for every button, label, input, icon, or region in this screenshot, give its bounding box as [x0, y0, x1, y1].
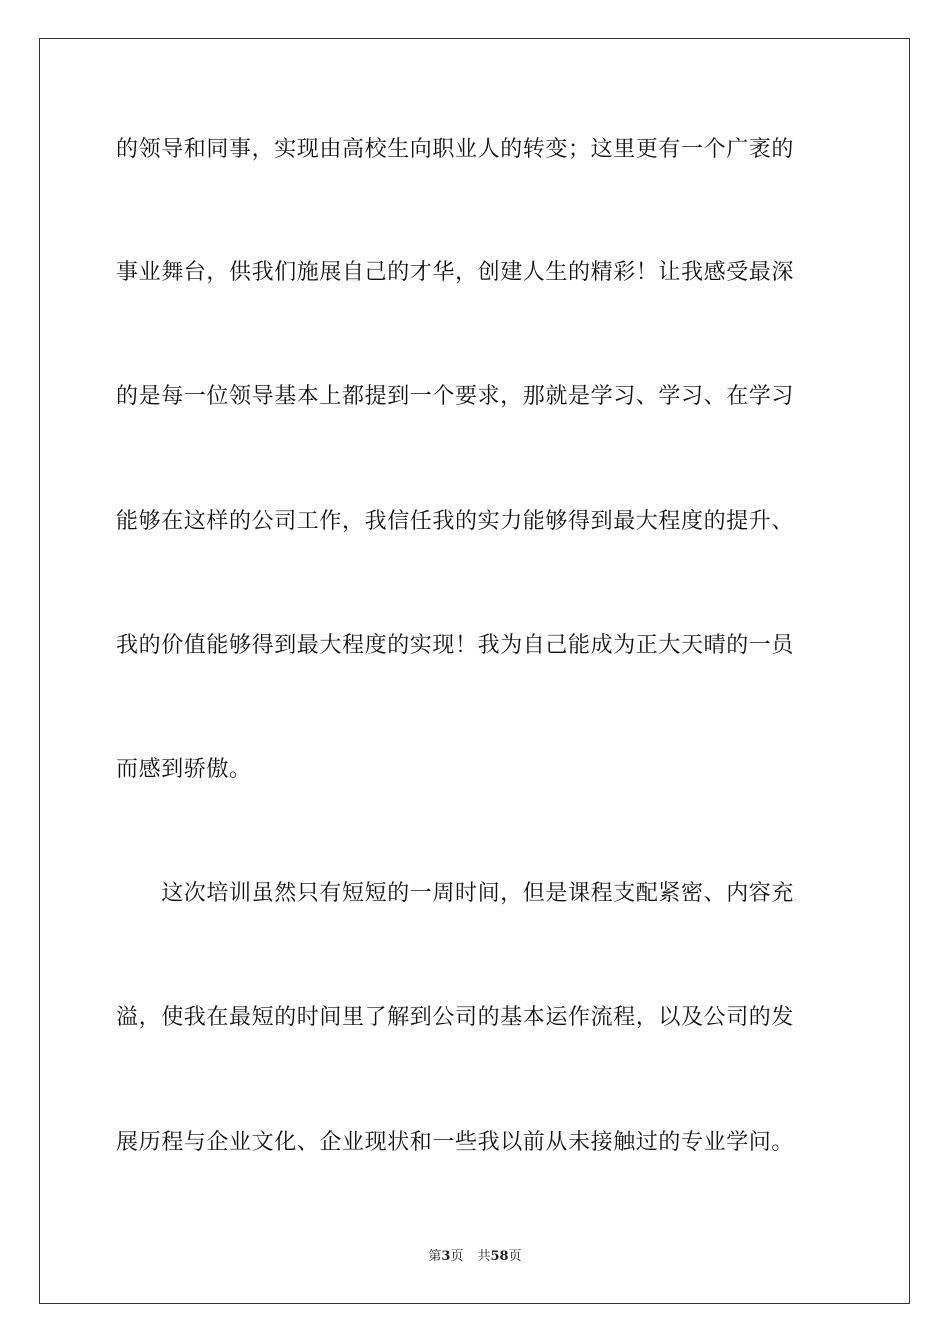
page-footer	[0, 1249, 950, 1265]
text-line: 而感到骄傲。	[116, 757, 252, 782]
text-line: 的是每一位领导基本上都提到一个要求，那就是学习、学习、在学习	[116, 384, 795, 409]
total-pages: 58	[490, 1249, 509, 1264]
page-frame	[39, 38, 910, 1304]
total-prefix: 共	[477, 1249, 491, 1264]
text-line: 能够在这样的公司工作，我信任我的实力能够得到最大程度的提升、	[116, 509, 795, 534]
text-line: 的领导和同事，实现由高校生向职业人的转变；这里更有一个广袤的	[116, 137, 795, 162]
text-line: 溢，使我在最短的时间里了解到公司的基本运作流程，以及公司的发	[116, 1005, 795, 1030]
text-line: 我的价值能够得到最大程度的实现！我为自己能成为正大天晴的一员	[116, 633, 795, 658]
page-suffix: 页	[450, 1249, 464, 1264]
page-number: 3	[441, 1249, 451, 1264]
page-prefix: 第	[428, 1249, 442, 1264]
text-line: 展历程与企业文化、企业现状和一些我以前从未接触过的专业学问。	[116, 1130, 795, 1155]
text-line: 这次培训虽然只有短短的一周时间，但是课程支配紧密、内容充	[116, 881, 795, 906]
text-line: 事业舞台，供我们施展自己的才华，创建人生的精彩！让我感受最深	[116, 260, 795, 285]
total-suffix: 页	[508, 1249, 522, 1264]
